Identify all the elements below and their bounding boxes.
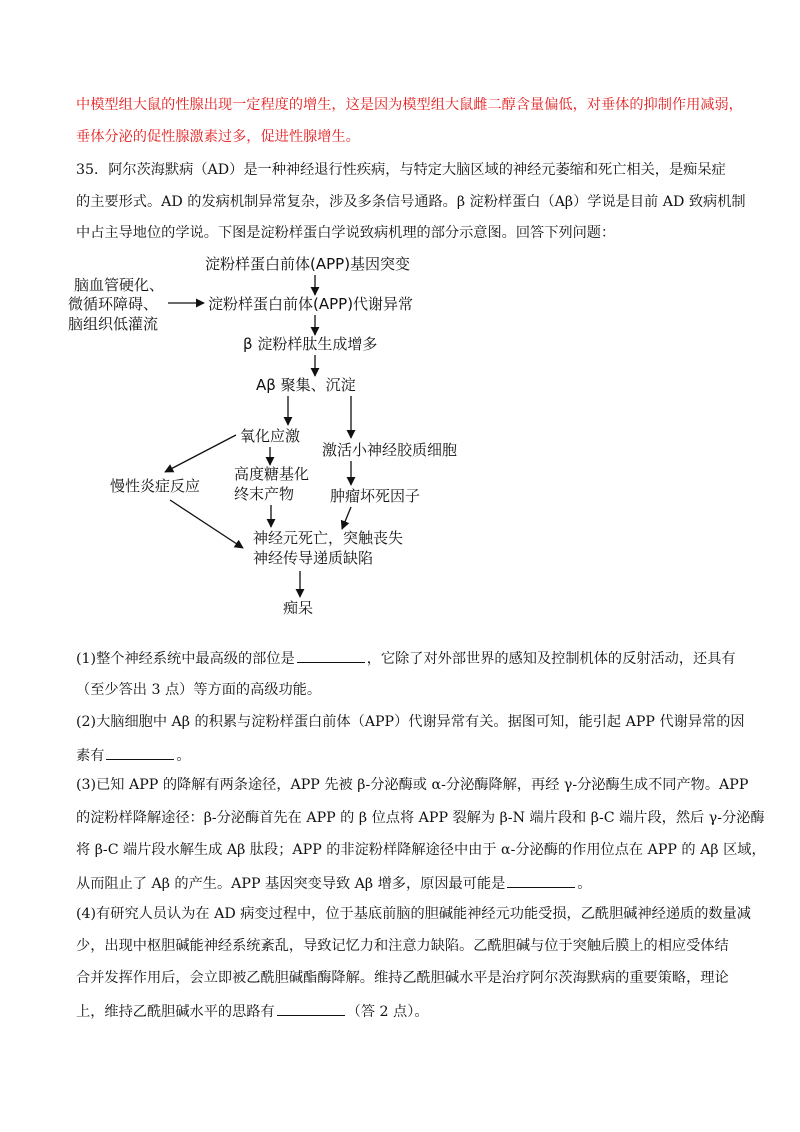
sub2-text-b: 。 <box>176 748 191 764</box>
node-neuron-death: 神经元死亡，突触丧失 <box>253 529 404 547</box>
answer-blank-1[interactable] <box>297 650 365 663</box>
answer-blank-3[interactable] <box>507 875 575 888</box>
question-35-line-1: 35．阿尔茨海默病（AD）是一种神经退行性疾病，与特定大脑区域的神经元萎缩和死亡相关，是痴呆症 <box>76 162 726 178</box>
node-cerebrovascular-2: 微循环障碍、 <box>68 295 159 313</box>
sub-question-4-line-2: 少，出现中枢胆碱能神经系统紊乱，导致记忆力和注意力缺陷。乙酰胆碱与位于突触后膜上的相应受体结 <box>76 938 729 954</box>
sub-question-4-line-1: (4)有研究人员认为在 AD 病变过程中，位于基底前脑的胆碱能神经元功能受损，乙酰胆碱神经递质的数量减 <box>76 906 751 922</box>
node-microglia: 激活小神经胶质细胞 <box>322 441 458 459</box>
node-app-metabolism: 淀粉样蛋白前体(APP)代谢异常 <box>208 295 414 313</box>
question-35-line-2: 的主要形式。AD 的发病机制异常复杂，涉及多条信号通路。β 淀粉样蛋白（Aβ）学说是目前 AD 致病机制 <box>76 194 746 210</box>
sub4-text-a: 上，维持乙酰胆碱水平的思路有 <box>76 1004 275 1020</box>
node-tnf: 肿瘤坏死因子 <box>330 487 421 505</box>
answer-blank-2[interactable] <box>106 747 174 760</box>
node-oxidative-stress: 氧化应激 <box>240 427 301 445</box>
sub-question-4-line-4 <box>76 1003 429 1019</box>
arrow-ox-to-inflam <box>165 435 236 472</box>
sub-question-3-line-2: 的淀粉样降解途径：β-分泌酶首先在 APP 的 β 位点将 APP 裂解为 β-N 端片段和 β-C 端片段，然后 γ-分泌酶 <box>76 810 765 826</box>
sub1-text-a: (1)整个神经系统中最高级的部位是 <box>76 651 295 667</box>
node-beta-amyloid: β 淀粉样肽生成增多 <box>243 335 378 353</box>
arrow-tnf-to-death <box>342 507 351 529</box>
sub-question-3-line-4 <box>76 875 592 891</box>
arrow-inflam-to-death <box>170 500 243 548</box>
question-35-line-3: 中占主导地位的学说。下图是淀粉样蛋白学说致病机理的部分示意图。回答下列问题： <box>76 225 616 241</box>
sub-question-4-line-3: 合并发挥作用后，会立即被乙酰胆碱酯酶降解。维持乙酰胆碱水平是治疗阿尔茨海默病的重要策略，理论 <box>76 970 729 986</box>
node-ages-2: 终末产物 <box>234 485 295 503</box>
sub-question-1-line-2: （至少答出 3 点）等方面的高级功能。 <box>76 682 322 698</box>
sub3-text-b: 。 <box>577 876 592 892</box>
node-cerebrovascular-1: 脑血管硬化、 <box>74 276 165 294</box>
sub2-text-a: 素有 <box>76 748 105 764</box>
node-ages-1: 高度糖基化 <box>234 465 310 483</box>
sub-question-3-line-3: 将 β-C 端片段水解生成 Aβ 肽段；APP 的非淀粉样降解途径中由于 α-分泌酶的作用位点在 APP 的 Aβ 区域， <box>76 842 766 858</box>
sub-question-1-line-1 <box>76 650 736 666</box>
sub1-text-b: ，它除了对外部世界的感知及控制机体的反射活动，还具有 <box>366 651 736 667</box>
node-abeta-aggregation: Aβ 聚集、沉淀 <box>256 376 356 394</box>
sub3-text-a: 从而阻止了 Aβ 的产生。APP 基因突变导致 Aβ 增多，原因最可能是 <box>76 876 506 892</box>
node-cerebrovascular-3: 脑组织低灌流 <box>68 315 159 333</box>
sub4-text-b: （答 2 点）。 <box>346 1004 429 1020</box>
node-transmitter-defect: 神经传导递质缺陷 <box>253 549 374 567</box>
answer-blank-4[interactable] <box>277 1003 345 1016</box>
sub-question-3-line-1: (3)已知 APP 的降解有两条途径，APP 先被 β-分泌酶或 α-分泌酶降解，再经 γ-分泌酶生成不同产物。APP <box>76 777 749 793</box>
sub-question-2-line-2 <box>76 747 191 763</box>
answer-line-2: 垂体分泌的促性腺激素过多，促进性腺增生。 <box>76 129 360 145</box>
pathogenesis-flow-diagram <box>60 245 520 630</box>
node-app-gene-mutation: 淀粉样蛋白前体(APP)基因突变 <box>205 255 411 273</box>
sub-question-2-line-1: (2)大脑细胞中 Aβ 的积累与淀粉样蛋白前体（APP）代谢异常有关。据图可知，能引起 APP 代谢异常的因 <box>76 714 745 730</box>
node-chronic-inflammation: 慢性炎症反应 <box>110 477 201 495</box>
answer-line-1: 中模型组大鼠的性腺出现一定程度的增生，这是因为模型组大鼠雌二醇含量偏低，对垂体的抑制作用减弱， <box>76 97 743 113</box>
node-dementia: 痴呆 <box>283 599 314 617</box>
